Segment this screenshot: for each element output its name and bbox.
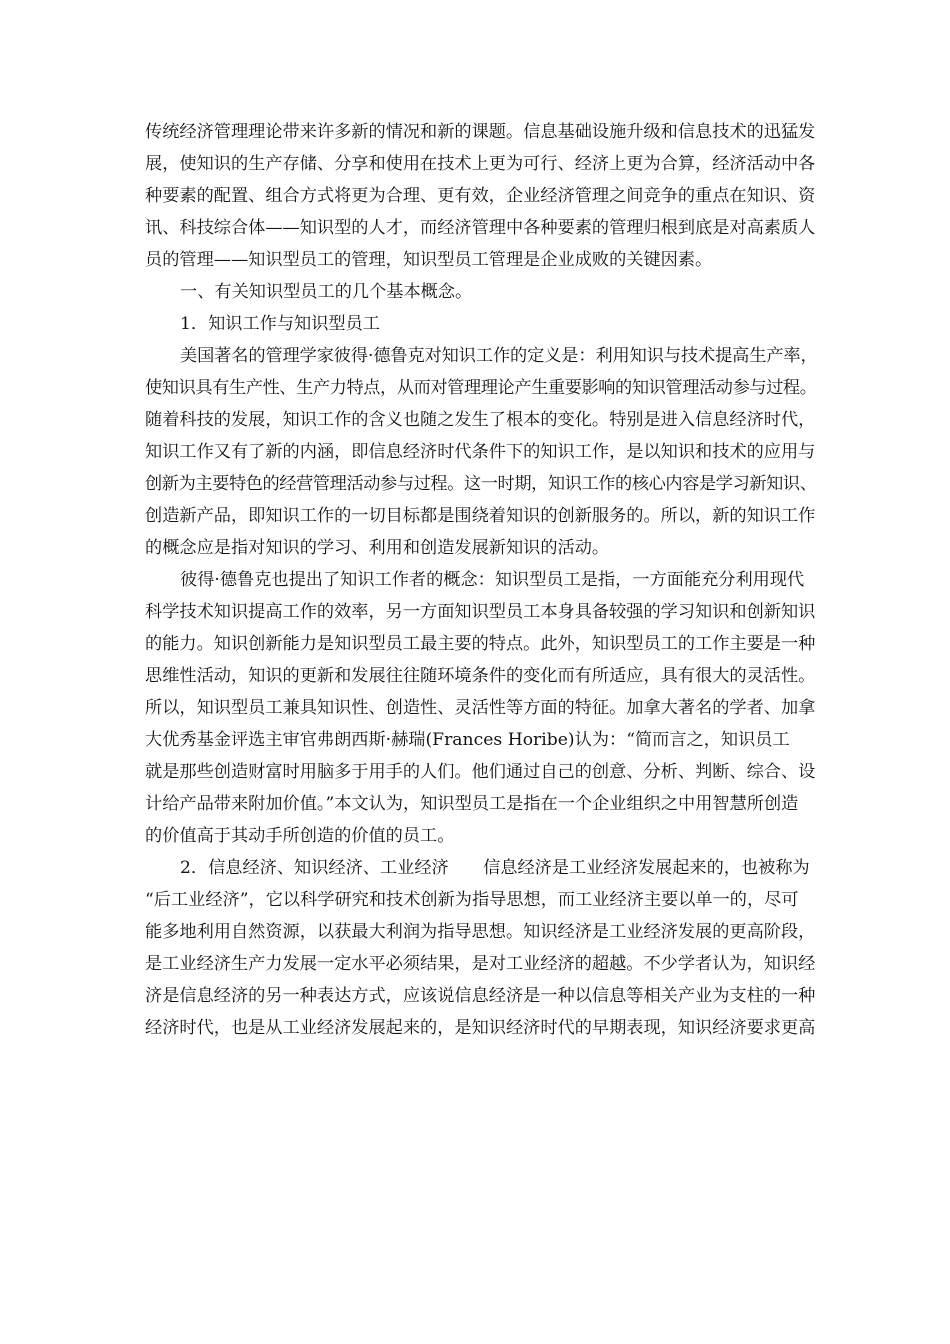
text-line: 美国著名的管理学家彼得·德鲁克对知识工作的定义是：利用知识与技术提高生产率， xyxy=(180,346,818,366)
section-heading xyxy=(145,276,810,308)
text-line: 所以，知识型员工兼具知识性、创造性、灵活性等方面的特征。加拿大著名的学者、加拿 xyxy=(145,698,816,718)
text-line: 展，使知识的生产存储、分享和使用在技术上更为可行、经济上更为合算，经济活动中各 xyxy=(145,154,816,174)
text-line: 知识工作又有了新的内涵，即信息经济时代条件下的知识工作，是以知识和技术的应用与 xyxy=(145,442,816,462)
text-line: 传统经济管理理论带来许多新的情况和新的课题。信息基础设施升级和信息技术的迅猛发 xyxy=(145,122,816,142)
text-line: 随着科技的发展，知识工作的含义也随之发生了根本的变化。特别是进入信息经济时代， xyxy=(145,410,816,430)
text-line: 的能力。知识创新能力是知识型员工最主要的特点。此外，知识型员工的工作主要是一种 xyxy=(145,634,816,654)
text-line: 的价值高于其动手所创造的价值的员工。 xyxy=(145,826,455,846)
text-line: 思维性活动，知识的更新和发展往往随环境条件的变化而有所适应，具有很大的灵活性。 xyxy=(145,666,816,686)
text-line: 科学技术知识提高工作的效率，另一方面知识型员工本身具备较强的学习知识和创新知识 xyxy=(145,602,816,622)
text-line: 能多地利用自然资源，以获最大利润为指导思想。知识经济是工业经济发展的更高阶段， xyxy=(145,922,816,942)
text-line: 种要素的配置、组合方式将更为合理、更有效，企业经济管理之间竞争的重点在知识、资 xyxy=(145,186,816,206)
text-line: 计给产品带来附加价值。”本文认为，知识型员工是指在一个企业组织之中用智慧所创造 xyxy=(145,794,799,814)
text-line: “后工业经济”，它以科学研究和技术创新为指导思想，而工业经济主要以单一的，尽可 xyxy=(145,890,799,910)
text-line: 员的管理——知识型员工的管理，知识型员工管理是企业成败的关键因素。 xyxy=(145,250,713,270)
text-line: 经济时代，也是从工业经济发展起来的，是知识经济时代的早期表现，知识经济要求更高 xyxy=(145,1018,816,1038)
subsection-heading-1 xyxy=(145,308,810,340)
text-line: 就是那些创造财富时用脑多于用手的人们。他们通过自己的创意、分析、判断、综合、设 xyxy=(145,762,816,782)
document-body xyxy=(145,116,818,1044)
heading-text: 一、有关知识型员工的几个基本概念。 xyxy=(180,282,473,302)
text-line: 是工业经济生产力发展一定水平必须结果，是对工业经济的超越。不少学者认为，知识经 xyxy=(145,954,816,974)
text-line: 创新为主要特色的经营管理活动参与过程。这一时期，知识工作的核心内容是学习新知识、 xyxy=(145,474,817,494)
text-line: 讯、科技综合体——知识型的人才，而经济管理中各种要素的管理归根到底是对高素质人 xyxy=(145,218,816,238)
paragraph-knowledge-work xyxy=(145,340,818,564)
text-line: 的概念应是指对知识的学习、利用和创造发展新知识的活动。 xyxy=(145,538,610,558)
paragraph-knowledge-worker xyxy=(145,564,816,852)
text-line: 大优秀基金评选主审官弗朗西斯·赫瑞(Frances Horibe)认为：“简而言之，知识员工 xyxy=(145,730,790,750)
paragraph-economy-types xyxy=(145,852,816,1044)
text-line: 2．信息经济、知识经济、工业经济 信息经济是工业经济发展起来的，也被称为 xyxy=(180,858,810,878)
paragraph-intro xyxy=(145,116,816,276)
text-line: 使知识具有生产性、生产力特点，从而对管理理论产生重要影响的知识管理活动参与过程。 xyxy=(145,378,817,398)
text-line: 彼得·德鲁克也提出了知识工作者的概念：知识型员工是指，一方面能充分利用现代 xyxy=(180,570,805,590)
text-line: 创造新产品，即知识工作的一切目标都是围绕着知识的创新服务的。所以，新的知识工作 xyxy=(145,506,816,526)
text-line: 济是信息经济的另一种表达方式，应该说信息经济是一种以信息等相关产业为支柱的一种 xyxy=(145,986,816,1006)
heading-text: 1．知识工作与知识型员工 xyxy=(180,314,380,334)
